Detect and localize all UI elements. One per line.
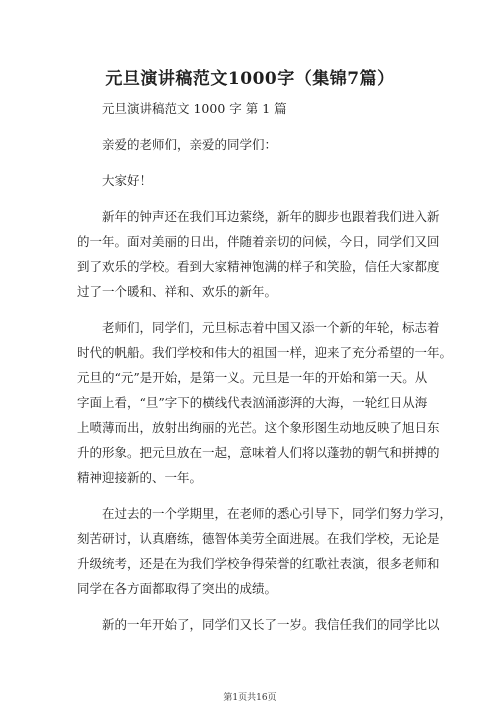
paragraph-line: 的一年。面对美丽的日出，伴随着亲切的问候，今日，同学们又回 — [77, 234, 440, 249]
paragraph-line: 升级统考，还是在为我们学校争得荣誉的红歌社表演，很多老师和 — [77, 556, 440, 571]
salutation-line: 大家好！ — [102, 173, 153, 188]
paragraph-line: 升的形象。把元旦放在一起，意味着人们将以蓬勃的朝气和拼搏的 — [77, 445, 440, 460]
paragraph-line: 新年的钟声还在我们耳边萦绕，新年的脚步也跟着我们进入新 — [102, 209, 440, 224]
paragraph-line: 老师们，同学们，元旦标志着中国又添一个新的年轮，标志着 — [102, 320, 440, 335]
paragraph-line: 过了一个暖和、祥和、欢乐的新年。 — [77, 284, 278, 299]
page-number-footer: 第1页共16页 — [223, 693, 277, 703]
paragraph-line: 同学在各方面都取得了突出的成绩。 — [77, 581, 278, 596]
greeting-line: 亲爱的老师们，亲爱的同学们： — [102, 137, 278, 152]
paragraph-line: 在过去的一个学期里，在老师的悉心引导下，同学们努力学习， — [102, 506, 453, 521]
section-heading: 元旦演讲稿范文 1000 字 第 1 篇 — [102, 101, 287, 116]
paragraph-line: 上喷薄而出，放射出绚丽的光芒。这个象形图生动地反映了旭日东 — [77, 420, 440, 435]
paragraph-line: 精神迎接新的、一年。 — [77, 470, 203, 485]
paragraph-line: 字面上看，“旦”字下的横线代表汹涌澎湃的大海，一轮红日从海 — [77, 395, 428, 410]
paragraph-line: 元旦的“元”是开始，是第一义。元旦是一年的开始和第一天。从 — [77, 370, 428, 385]
paragraph-line: 时代的帆船。我们学校和伟大的祖国一样，迎来了充分希望的一年。 — [77, 345, 453, 360]
paragraph-line: 新的一年开始了，同学们又长了一岁。我信任我们的同学比以 — [102, 617, 440, 632]
paragraph-line: 到了欢乐的学校。看到大家精神饱满的样子和笑脸，信任大家都度 — [77, 259, 440, 274]
paragraph-line: 刻苦研讨，认真磨练，德智体美劳全面进展。在我们学校，无论是 — [77, 531, 440, 546]
document-title: 元旦演讲稿范文1000字（集锦7篇） — [105, 69, 395, 89]
